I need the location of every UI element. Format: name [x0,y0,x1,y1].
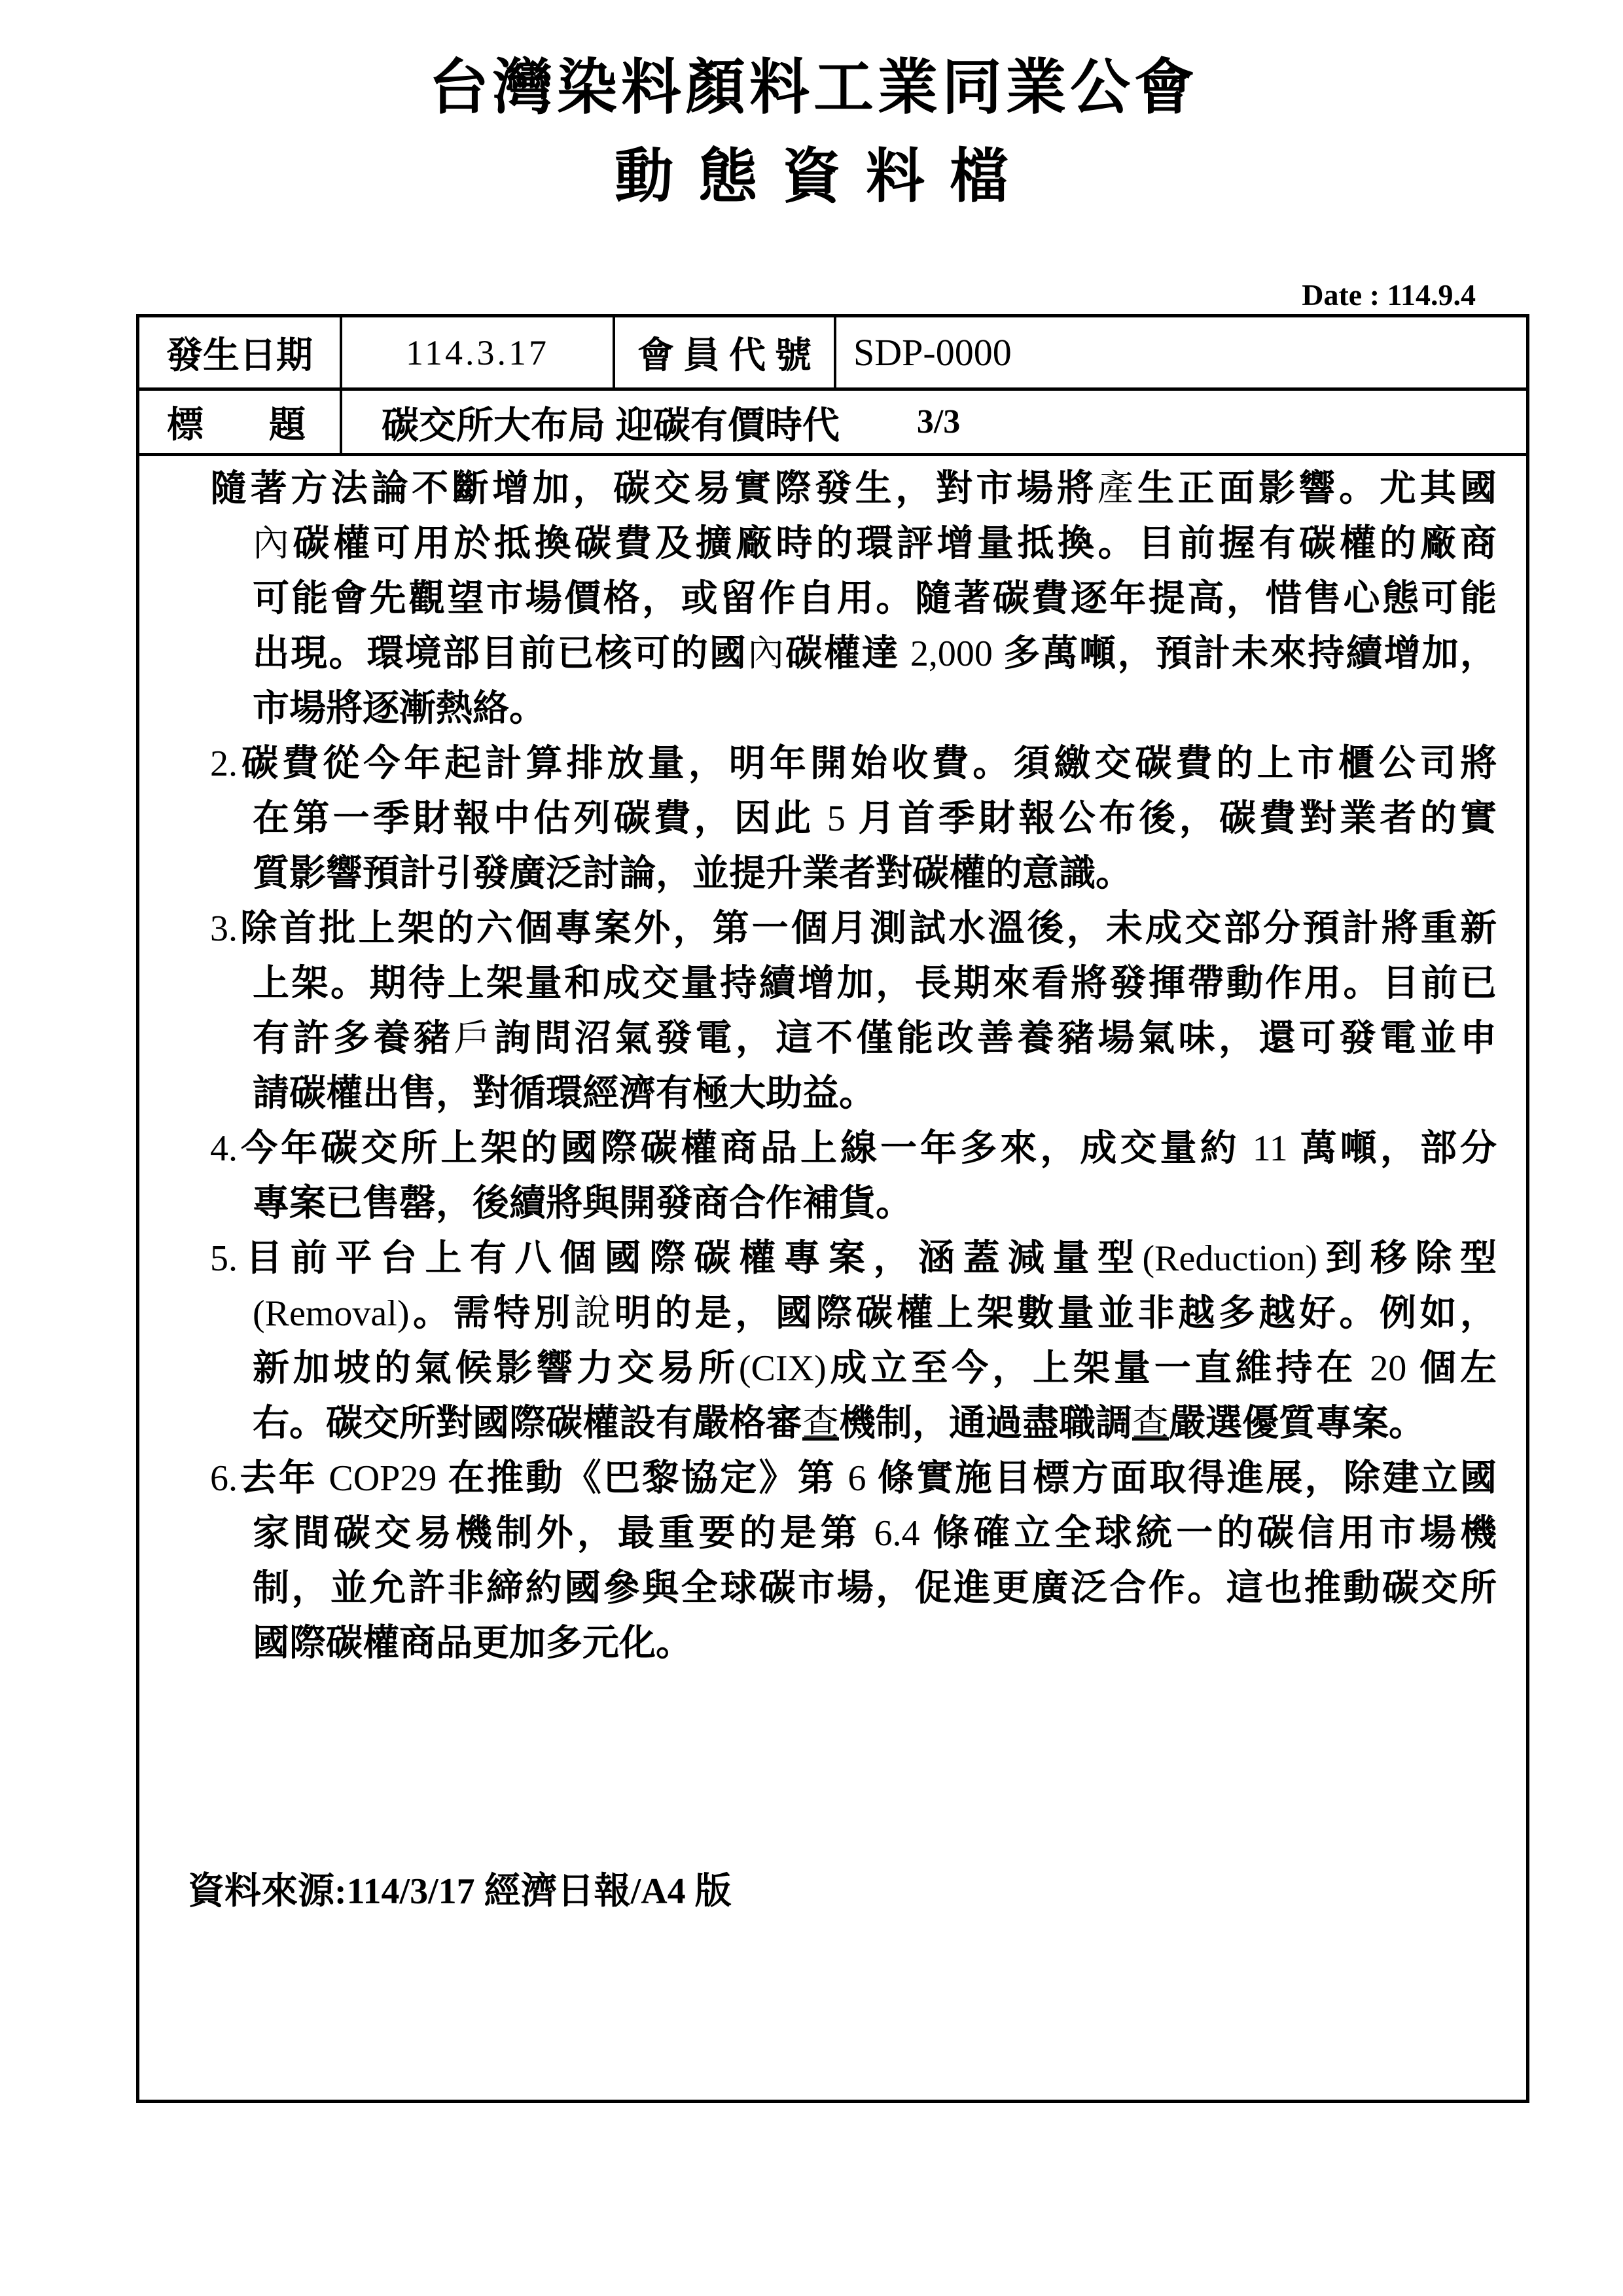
alt-font-char: 11 [1240,1128,1300,1169]
info-table [136,314,1529,2103]
alt-font-char: COP29 [317,1458,448,1499]
table-row-subject [139,391,1526,456]
list-item [139,461,1497,736]
body-text-line: 4.今年碳交所上架的國際碳權商品上線一年多來，成交量約 11 萬噸，部分 [210,1128,1497,1169]
alt-font-char: 5 [814,798,859,839]
date-stamp: Date : 114.9.4 [1302,278,1476,312]
body-text-line: 3.除首批上架的六個專案外，第一個月測試水溫後，未成交部分預計將重新 [210,908,1497,949]
list-item [139,1121,1497,1231]
alt-font-char: 說 [574,1293,615,1334]
alt-font-char: 20 [1357,1348,1420,1389]
list-item [139,1451,1497,1671]
source-reference: 資料來源:114/3/17 經濟日報/A4 版 [188,1871,732,1912]
organization-title: 台灣染料顏料工業同業公會 [428,54,1198,121]
alt-font-char: 6.4 [861,1513,933,1554]
alt-font-char: (Reduction) [1142,1238,1317,1279]
subject-label [139,391,342,453]
body-text-line: (Removal)。需特別說明的是，國際碳權上架數量並非越多越好。例如， [253,1293,1497,1334]
list-item-number: 3. [210,908,238,949]
table-row-meta [139,317,1526,391]
body-text-line: 上架。期待上架量和成交量持續增加，長期來看將發揮帶動作用。目前已 [253,963,1497,1004]
alt-font-char: 6 [836,1458,878,1499]
alt-font-char: 2,000 [899,634,1004,674]
alt-font-char: 查 [1132,1403,1169,1444]
body-text-line: 市場將逐漸熱絡。 [253,689,546,729]
body-text-line: 2.碳費從今年起計算排放量，明年開始收費。須繳交碳費的上市櫃公司將 [210,744,1497,784]
alt-font-char: (Removal) [253,1293,410,1334]
document-title: 動態資料檔 [615,145,1033,209]
body-text-line: 右。碳交所對國際碳權設有嚴格審查機制，通過盡職調查嚴選優質專案。 [253,1403,1425,1444]
body-text-line: 新加坡的氣候影響力交易所(CIX)成立至今，上架量一直維持在 20 個左 [253,1348,1497,1389]
body-text-line: 質影響預計引發廣泛討論，並提升業者對碳權的意識。 [253,853,1132,894]
alt-font-char: 內 [747,634,786,674]
body-text-line: 內碳權可用於抵換碳費及擴廠時的環評增量抵換。目前握有碳權的廠商 [253,524,1497,564]
body-text-line: 6.去年 COP29 在推動《巴黎協定》第 6 條實施目標方面取得進展，除建立國 [210,1458,1497,1499]
alt-font-char: (CIX) [738,1348,827,1389]
occur-date-value: 114.3.17 [342,317,615,387]
body-text-line: 國際碳權商品更加多元化。 [253,1623,692,1664]
subject-label-char: 標 [167,404,204,446]
member-code-label: 會員代號 [615,317,836,387]
alt-font-char: 戶 [454,1018,494,1059]
body-text-line: 在第一季財報中估列碳費，因此 5 月首季財報公布後，碳費對業者的實 [253,798,1497,839]
body-items [139,461,1497,1671]
list-item-number: 6. [210,1458,238,1499]
subject-label-char: 題 [269,404,306,446]
page-number: 3/3 [916,403,961,440]
body-text-line: 5.目前平台上有八個國際碳權專案，涵蓋減量型(Reduction)到移除型 [210,1238,1497,1279]
list-item [139,901,1497,1121]
list-item-number: 2. [210,744,238,784]
member-code-value: SDP-0000 [853,331,1012,374]
body-text-line: 專案已售罄，後續將與開發商合作補貨。 [253,1183,912,1224]
list-item [139,736,1497,901]
alt-font-char: 查 [802,1403,839,1444]
alt-font-char: 內 [253,524,293,564]
body-text-line: 出現。環境部目前已核可的國內碳權達 2,000 多萬噸，預計未來持續增加， [253,634,1497,674]
body-text-line: 家間碳交易機制外，最重要的是第 6.4 條確立全球統一的碳信用市場機 [253,1513,1497,1554]
subject-title: 碳交所大布局 迎碳有價時代 [382,404,840,446]
body-text-line: 隨著方法論不斷增加，碳交易實際發生，對市場將產生正面影響。尤其國 [210,469,1497,509]
list-item-number: 4. [210,1128,238,1169]
alt-font-char: 產 [1097,469,1138,509]
list-item [139,1231,1497,1451]
body-text-line: 請碳權出售，對循環經濟有極大助益。 [253,1073,876,1114]
occur-date-label: 發生日期 [139,317,342,387]
list-item-number: 5. [210,1238,238,1279]
body-text-line: 有許多養豬戶詢問沼氣發電，這不僅能改善養豬場氣味，還可發電並申 [253,1018,1497,1059]
body-cell [139,456,1526,2100]
body-text-line: 可能會先觀望市場價格，或留作自用。隨著碳費逐年提高，惜售心態可能 [253,579,1497,619]
subject-cell [342,391,1526,453]
body-text-line: 制，並允許非締約國參與全球碳市場，促進更廣泛合作。這也推動碳交所 [253,1568,1497,1609]
